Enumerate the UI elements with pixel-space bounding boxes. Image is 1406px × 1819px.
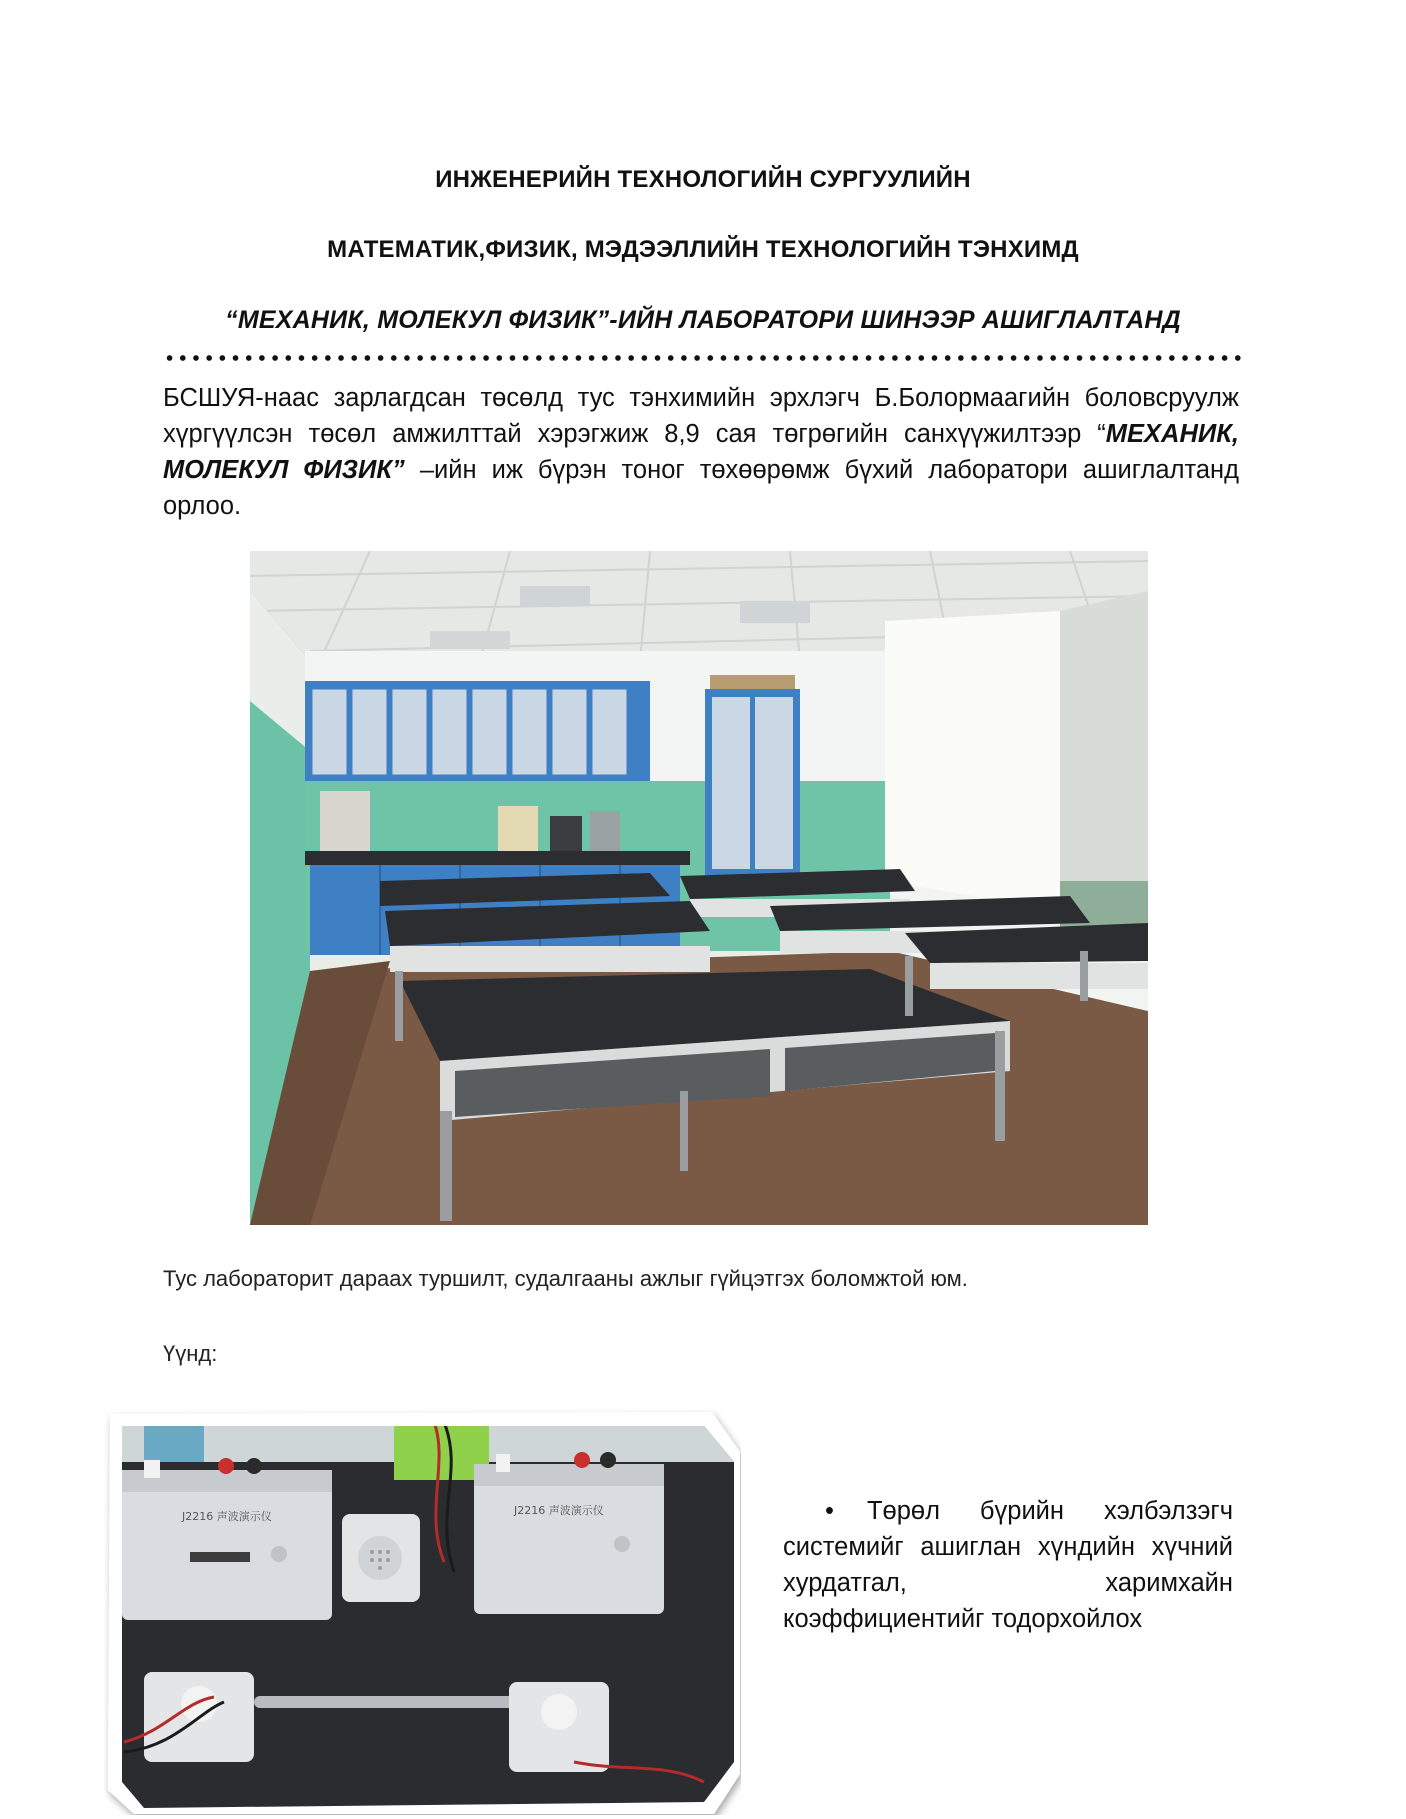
heading-school: ИНЖЕНЕРИЙН ТЕХНОЛОГИЙН СУРГУУЛИЙН <box>435 166 971 193</box>
intro-paragraph <box>163 380 1239 524</box>
laboratory-room-photo <box>250 551 1148 1225</box>
equipment-label-left: J2216 声波演示仪 <box>182 1510 272 1523</box>
equipment-photo <box>104 1402 741 1815</box>
heading-laboratory: “МЕХАНИК, МОЛЕКУЛ ФИЗИК”-ИЙН ЛАБОРАТОРИ ШИНЭЭР АШИГЛАЛТАНД <box>225 306 1181 334</box>
list-intro-label: Үүнд: <box>163 1341 218 1366</box>
bullet-item-text: Төрөл бүрийн хэлбэлзэгч системийг ашиглан хүндийн хүчний хурдатгал, харимхайн коэффициентийг тодорхойлох <box>783 1497 1233 1633</box>
lab-capabilities-caption: Тус лабораторит дараах туршилт, судалгааны ажлыг гүйцэтгэх боломжтой юм. <box>163 1266 968 1291</box>
equipment-label-right: J2216 声波演示仪 <box>514 1504 604 1517</box>
intro-text-end: –ийн иж бүрэн тоног төхөөрөмж бүхий лаборатори ашиглалтанд орлоо. <box>163 456 1239 520</box>
intro-text-start: БСШУЯ-наас зарлагдсан төсөлд тус тэнхимийн эрхлэгч Б.Болормаагийн боловсруулж хүргүүлсэн төсөл амжилттай хэрэгжиж 8,9 сая төгрөгийн санхүүжилтээр “ <box>163 384 1239 448</box>
bullet-icon: • <box>825 1497 834 1525</box>
bullet-list-item <box>783 1493 1233 1637</box>
intro-text-emphasis: МЕХАНИК, МОЛЕКУЛ ФИЗИК” <box>163 420 1239 484</box>
dotted-divider <box>163 354 1241 362</box>
heading-department: МАТЕМАТИК,ФИЗИК, МЭДЭЭЛЛИЙН ТЕХНОЛОГИЙН ТЭНХИМД <box>327 236 1079 263</box>
